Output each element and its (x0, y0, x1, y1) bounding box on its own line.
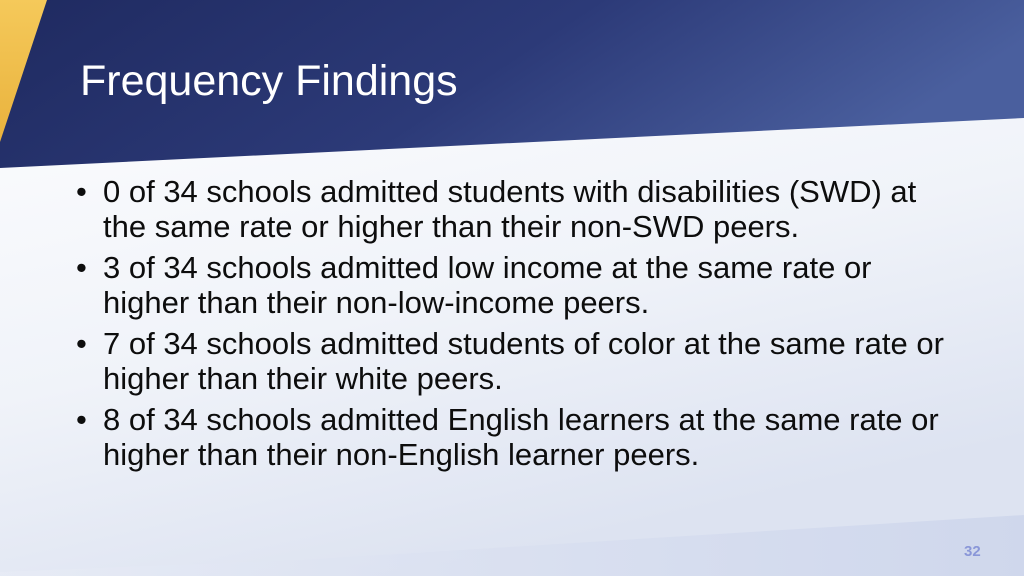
bullet-dot-icon: • (76, 250, 87, 285)
bullet-dot-icon: • (76, 174, 87, 209)
bullet-item (76, 327, 946, 396)
bullet-text: 0 of 34 schools admitted students with disabilities (SWD) at the same rate or higher than their non-SWD peers. (103, 174, 917, 244)
bullet-text: 7 of 34 schools admitted students of color at the same rate or higher than their white peers. (103, 326, 944, 396)
bullet-dot-icon: • (76, 402, 87, 437)
bullet-text: 8 of 34 schools admitted English learners at the same rate or higher than their non-English learner peers. (103, 402, 939, 472)
page-number: 32 (964, 543, 981, 560)
bullet-list (76, 175, 946, 479)
bullet-text: 3 of 34 schools admitted low income at the same rate or higher than their non-low-income peers. (103, 250, 872, 320)
bullet-item (76, 403, 946, 472)
slide-title: Frequency Findings (80, 57, 458, 105)
bullet-dot-icon: • (76, 326, 87, 361)
bullet-item (76, 175, 946, 244)
bullet-item (76, 251, 946, 320)
